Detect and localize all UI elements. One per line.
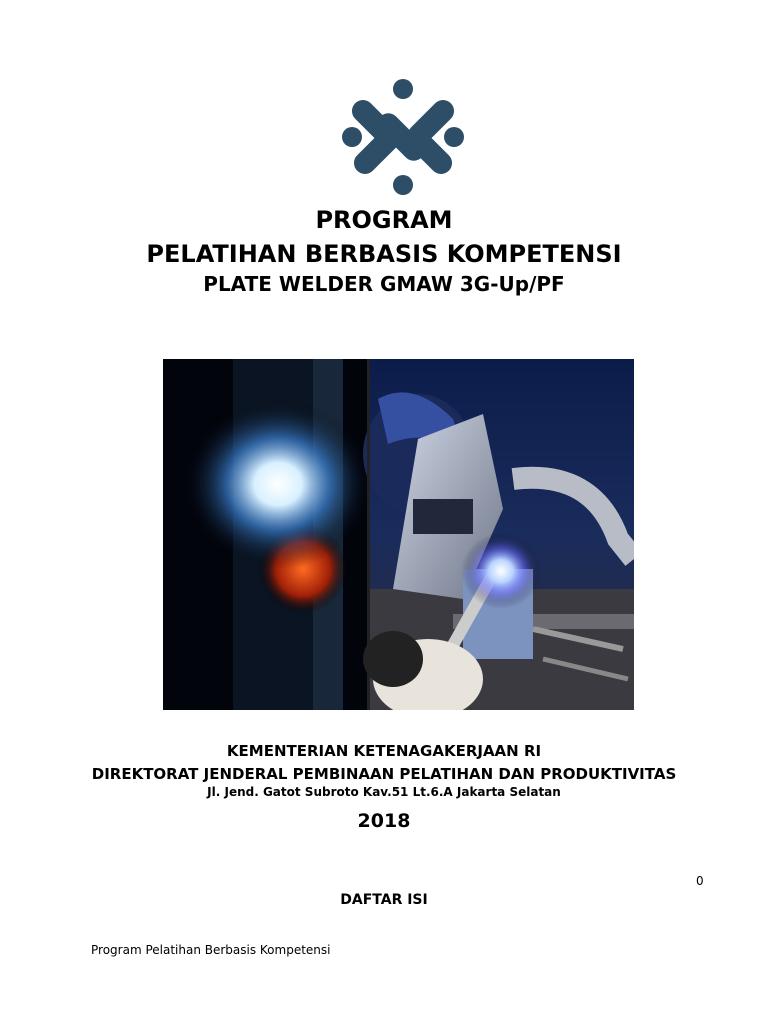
welding-photo xyxy=(163,359,634,710)
title-line-2: PELATIHAN BERBASIS KOMPETENSI xyxy=(146,240,622,268)
toc-heading: DAFTAR ISI xyxy=(340,892,428,908)
ministry-name: KEMENTERIAN KETENAGAKERJAAN RI xyxy=(226,742,542,760)
ministry-logo-icon xyxy=(340,78,466,196)
address: Jl. Jend. Gatot Subroto Kav.51 Lt.6.A Jakarta Selatan xyxy=(207,785,561,799)
title-line-3: PLATE WELDER GMAW 3G-Up/PF xyxy=(203,272,565,296)
publication-year: 2018 xyxy=(357,810,411,832)
page-number: 0 xyxy=(696,874,704,888)
page-footer: Program Pelatihan Berbasis Kompetensi xyxy=(91,943,331,957)
directorate-name: DIREKTORAT JENDERAL PEMBINAAN PELATIHAN DAN PRODUKTIVITAS xyxy=(91,765,677,783)
title-line-1: PROGRAM xyxy=(315,206,453,234)
